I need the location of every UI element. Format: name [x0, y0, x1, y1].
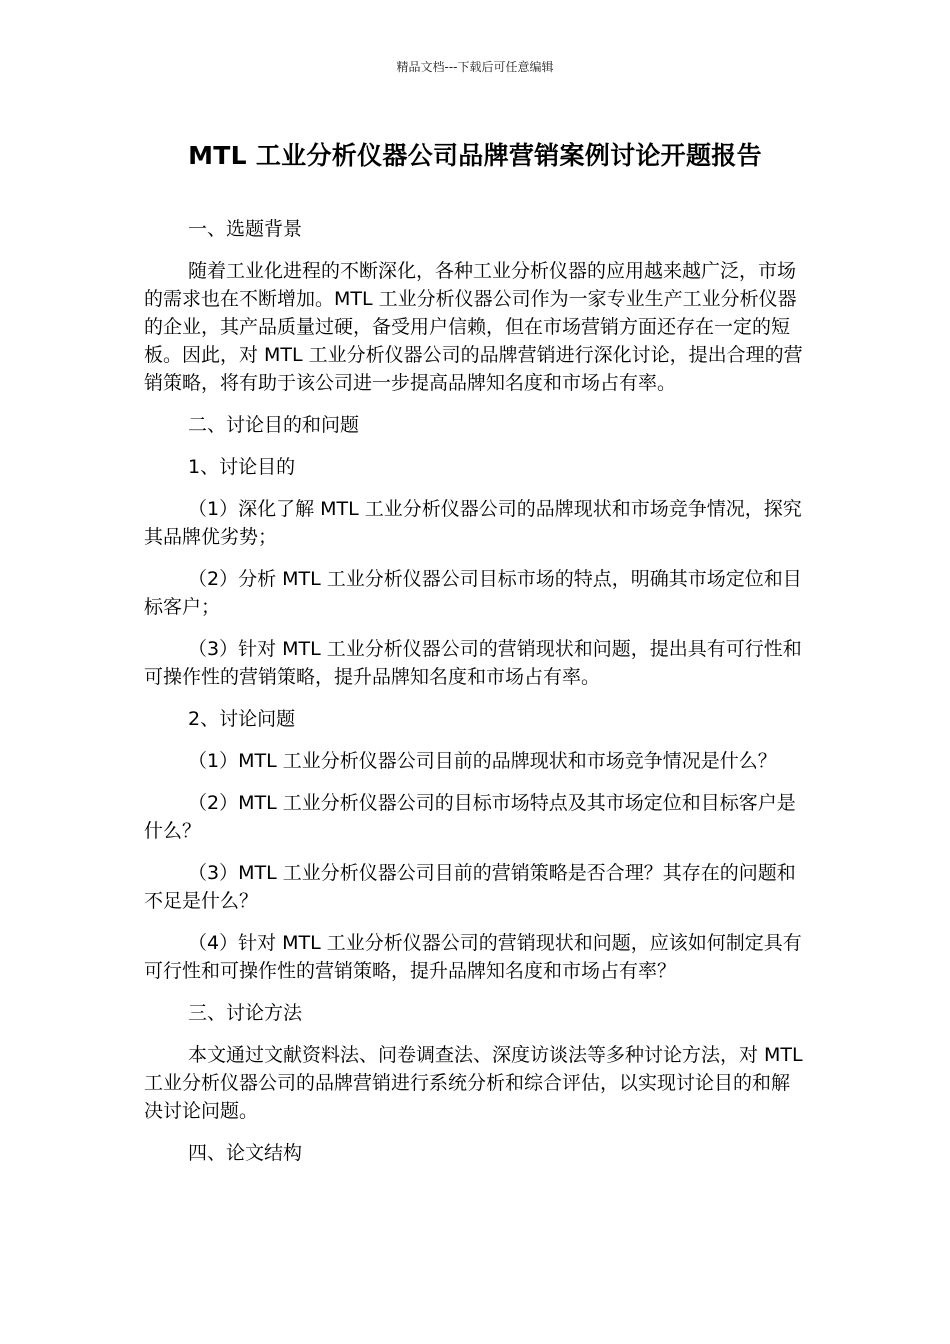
document-body — [144, 215, 804, 1167]
question-item-4: （4）针对 MTL 工业分析仪器公司的营销现状和问题，应该如何制定具有可行性和可操作性的营销策略，提升品牌知名度和市场占有率？ — [144, 932, 802, 982]
question-item-3: （3）MTL 工业分析仪器公司目前的营销策略是否合理？其存在的问题和不足是什么？ — [144, 862, 796, 912]
question-item-2: （2）MTL 工业分析仪器公司的目标市场特点及其市场定位和目标客户是什么？ — [144, 792, 796, 842]
subheading-questions: 2、讨论问题 — [188, 708, 296, 730]
section-heading-structure: 四、论文结构 — [188, 1142, 303, 1164]
question-item-1: （1）MTL 工业分析仪器公司目前的品牌现状和市场竞争情况是什么？ — [188, 750, 777, 772]
subheading-purpose: 1、讨论目的 — [188, 456, 296, 478]
section-heading-purpose: 二、讨论目的和问题 — [188, 414, 360, 436]
header-note: 精品文档---下载后可任意编辑 — [396, 60, 554, 74]
section-heading-method: 三、讨论方法 — [188, 1002, 303, 1024]
purpose-item-1: （1）深化了解 MTL 工业分析仪器公司的品牌现状和市场竞争情况，探究其品牌优劣势； — [144, 498, 802, 548]
section-heading-background: 一、选题背景 — [188, 218, 303, 240]
purpose-item-2: （2）分析 MTL 工业分析仪器公司目标市场的特点，明确其市场定位和目标客户； — [144, 568, 802, 618]
method-paragraph: 本文通过文献资料法、问卷调查法、深度访谈法等多种讨论方法，对 MTL 工业分析仪器公司的品牌营销进行系统分析和综合评估，以实现讨论目的和解决讨论问题。 — [144, 1044, 803, 1122]
document-title: MTL 工业分析仪器公司品牌营销案例讨论开题报告 — [188, 141, 762, 170]
purpose-item-3: （3）针对 MTL 工业分析仪器公司的营销现状和问题，提出具有可行性和可操作性的营销策略，提升品牌知名度和市场占有率。 — [144, 638, 802, 688]
background-paragraph: 随着工业化进程的不断深化，各种工业分析仪器的应用越来越广泛，市场的需求也在不断增加。MTL 工业分析仪器公司作为一家专业生产工业分析仪器的企业，其产品质量过硬，备受用户信赖，但在市场营销方面还存在一定的短板。因此，对 MTL 工业分析仪器公司的品牌营销进行深化讨论，提出合理的营销策略，将有助于该公司进一步提高品牌知名度和市场占有率。 — [144, 260, 803, 394]
